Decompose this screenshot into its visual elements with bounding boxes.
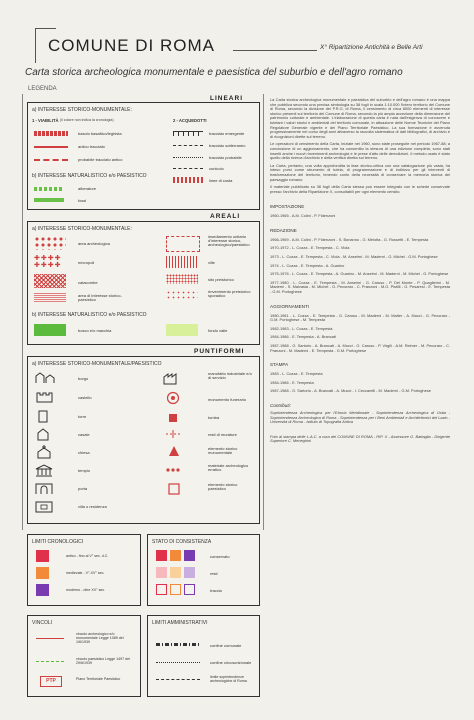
traccia-swatch-orange	[170, 584, 181, 595]
fossi-symbol	[34, 198, 64, 202]
casale-icon	[36, 427, 50, 441]
confine-circoscrizionale-symbol	[156, 662, 200, 663]
resti-swatch-orange	[170, 567, 181, 578]
alberature-symbol	[34, 187, 64, 191]
naturalistico-item: fossi	[78, 198, 87, 203]
ville-symbol	[166, 256, 198, 268]
villa-icon	[34, 499, 54, 513]
stato-consistenza-box	[147, 534, 260, 606]
puntiformi-item: manufatto industriale e/o di servizio	[208, 371, 252, 381]
description-paragraph-2: Le operazioni di censimento della Carta, iniziate nel 1960, sono state proseguite nel periodo 1967-88; a conclusione di un aggiornamento, che ha consentito la stesura di una edizione completa, sono stati inseriti anche i nuovi rinvenimenti archeologici e le prese d'atto delle demolizioni. Il metodo usato è stato quello della ricerca d'archivio e della verifica diretta sul terreno.	[270, 141, 450, 161]
acquedotti-item: tracciato probabile	[209, 155, 242, 160]
monumento-funerario-icon	[166, 391, 180, 405]
limiti-cronologici-title: LIMITI CRONOLOGICI	[32, 539, 84, 545]
redazione-entry: 1975-1976 - L. Cozza - E. Tempesta - A. Guarino - M. Anselmi - M. Maderni - M. Michel - G. Portoghese	[270, 271, 449, 277]
viabilita-item: antico tracciato	[78, 144, 105, 149]
acquedotti-item: linee di costa	[209, 178, 233, 183]
fondo-valle-symbol	[166, 324, 198, 336]
amministrativi-item: confine comunale	[210, 643, 242, 648]
puntiformi-item: resti di murature	[208, 432, 237, 437]
naturalistico-item: alberature	[78, 186, 97, 191]
elemento-storico-monumentale-icon	[168, 445, 180, 457]
antico-tracciato-symbol	[34, 146, 68, 148]
area-storico-paesistico-symbol	[34, 292, 66, 302]
limite-soprintendenze-symbol	[156, 679, 200, 680]
antico-swatch	[36, 550, 49, 562]
impostazione-heading: IMPOSTAZIONE	[270, 204, 305, 210]
puntiformi-item: chiesa	[78, 450, 90, 455]
puntiformi-item: castello	[78, 395, 92, 400]
puntiformi-item: borgo	[78, 376, 89, 381]
puntiformi-item: monumento funerario	[208, 397, 247, 402]
limiti-cronologici-box	[27, 534, 141, 606]
necropoli-symbol: ✚✚✚✚ ✚✚✚✚	[34, 255, 62, 269]
resti-swatch-red	[156, 567, 167, 578]
traccia-swatch-red	[156, 584, 167, 595]
vincolo-archeologico-symbol	[36, 638, 64, 639]
areali-item: area archeologica	[78, 241, 110, 246]
viabilita-item: probabile tracciato antico	[78, 157, 123, 162]
areali-item: catacombe	[78, 280, 98, 285]
lineari-box	[27, 102, 260, 210]
stato-consistenza-title: STATO DI CONSISTENZA	[152, 539, 212, 545]
header-rule	[233, 50, 317, 51]
puntiformi-title: PUNTIFORMI	[194, 348, 245, 355]
footer-note: Foto al stampa delle L.A.C. a cura del COMUNE DI ROMA - RIP. X - Assessore G. Battaglia - Dirigente Superiore C. Meneghini	[270, 433, 450, 444]
cronologia-item: medievale - V°-XV° sec.	[66, 571, 105, 575]
torre-icon	[36, 409, 50, 423]
puntiformi-item: materiale archeologico erratico	[208, 463, 249, 473]
tempio-icon	[34, 463, 54, 477]
amministrativi-item: confine circoscrizionale	[210, 660, 252, 665]
areali-item: ville	[208, 260, 215, 265]
consistenza-item: resti	[210, 571, 218, 576]
cronologia-item: moderno - oltre XV° sec.	[66, 588, 106, 592]
chiesa-icon	[36, 445, 52, 459]
consistenza-item: traccia	[210, 588, 222, 593]
aggiornamenti-entry: 1984-1986 - E. Tempesta - A. Brancati	[270, 334, 336, 340]
borgo-icon	[34, 371, 56, 385]
areali-item: fondo valle	[208, 328, 228, 333]
puntiformi-item: tempio	[78, 468, 91, 473]
redazione-entry: 1973 - L. Cozza - E. Tempesta - C. Viola - M. Anselmi - M. Maderni - G. Michel - G.M. Portoghese	[270, 254, 438, 260]
legend-label: LEGENDA	[28, 86, 57, 92]
ptp-badge: PTP	[40, 676, 62, 687]
puntiformi-item: porta	[78, 486, 88, 491]
elemento-storico-paesistico-icon	[168, 483, 180, 495]
tracciato-probabile-symbol	[173, 157, 203, 158]
areali-section-a: a) INTERESSE STORICO-MONUMENTALE:	[32, 226, 132, 232]
areali-section-b: b) INTERESSE NATURALISTICO e/o PAESISTICO	[32, 312, 147, 318]
resti-murature-icon	[164, 429, 182, 439]
puntiformi-item: elemento storico paesistico	[208, 482, 238, 492]
stampa-entry: 1987-1988 - G. Sartorio - A. Brancati - A. Mucci - I. Ceccarelli - M. Maderni - G.M. Portoghese	[270, 388, 431, 394]
vincoli-title: VINCOLI	[32, 620, 53, 626]
redazione-entry: 1966-1969 - A.M. Colini - P. Fidenzoni - S. Bonanno - G. Melotta - G. Rossetti - E. Tempesta	[270, 236, 429, 242]
stampa-entry: 1984-1986 - E. Tempesta	[270, 379, 314, 385]
catacombe-symbol	[34, 274, 66, 288]
linee-costa-symbol	[173, 177, 203, 183]
viabilita-note: (il colore non indica la cronologia)	[60, 118, 114, 122]
sito-preistorico-symbol	[166, 274, 198, 284]
vincoli-box	[27, 615, 141, 697]
medievale-swatch	[36, 567, 49, 579]
limiti-amministrativi-box	[147, 615, 260, 697]
probabile-tracciato-symbol	[34, 159, 68, 161]
vincoli-item: vincolo archeologico e/o monumentale Legge 1089 del 1/6/1939	[76, 632, 124, 645]
areali-item: rinvenimento preistorico sporadico	[208, 289, 251, 299]
traccia-swatch-purple	[184, 584, 195, 595]
stampa-heading: STAMPA	[270, 362, 289, 368]
area-archeologica-symbol	[34, 236, 66, 250]
map-title: Carta storica archeologica monumentale e paesistica del suburbio e dell'agro romano	[25, 67, 403, 78]
limiti-amministrativi-title: LIMITI AMMINISTRATIVI	[152, 620, 208, 626]
confine-comunale-symbol	[156, 643, 200, 646]
materiale-erratico-icon	[164, 465, 182, 475]
aggiornamenti-entry: 1982-1983 - L. Cozza - E. Tempesta	[270, 325, 333, 331]
viabilita-label: 1 - VIABILITÀ	[32, 118, 59, 123]
cunicolo-symbol	[173, 168, 203, 169]
castello-icon	[34, 389, 56, 403]
amministrativi-item: limite soprintendenze archeologiche di Roma	[210, 675, 247, 684]
puntiformi-item: elemento storico monumentale	[208, 446, 238, 456]
aggiornamenti-entry: 1987-1988 - G. Sartorio - A. Brancati - A. Mucci - G. Caruso - P. Virgili - A.M. Reimer - M. Pecoraro - C. Pranzoni - M. Maderni - E. Tempesta - G.M. Portoghese	[270, 343, 450, 353]
description-paragraph-4: Il materiale pubblicato su 38 fogli della Carta stessa può essere integrato con le schede conservate presso l'archivio della Ripartizione X, consultabili per ogni elemento censito.	[270, 184, 450, 194]
lineari-title: LINEARI	[210, 95, 243, 102]
viabilita-item: basolo basaltico/leghista	[78, 131, 122, 136]
acquedotti-item: tracciato sotterraneo	[209, 143, 246, 148]
puntiformi-item: torre	[78, 414, 87, 419]
puntiformi-box	[27, 356, 260, 524]
conservato-swatch-orange	[170, 550, 181, 561]
bosco-symbol	[34, 324, 66, 336]
areali-box	[27, 221, 260, 345]
impostazione-entry: 1960-1965 - A.M. Colini - P. Fidenzoni	[270, 213, 336, 219]
description-column	[270, 98, 450, 444]
puntiformi-item: villa o residenza	[78, 504, 107, 509]
porta-icon	[34, 481, 54, 495]
manufatto-industriale-icon	[162, 371, 184, 385]
areali-item: sito preistorico	[208, 277, 234, 282]
areali-item: necropoli	[78, 260, 95, 265]
conservato-swatch-red	[156, 550, 167, 561]
contributi-heading: Contributi:	[270, 402, 291, 408]
areali-item: bosco e/o macchia	[78, 328, 112, 333]
page-title: COMUNE DI ROMA	[48, 36, 215, 55]
redazione-entry: 1974 - L. Cozza - E. Tempesta - A. Guarino	[270, 262, 345, 268]
rinvenimento-symbol	[166, 290, 198, 300]
areali-item: insediamento unitario d'interesse storico-archeologico/paesistico	[208, 234, 250, 248]
puntiformi-item: tomba	[208, 415, 220, 420]
aggiornamenti-entry: 1980-1981 - L. Cozza - E. Tempesta - G. Caruso - M. Maderni - M. Matter - A. Mucci - G. Pecoraro - G.M. Portoghese - M. Tempesta	[270, 312, 450, 323]
moderno-swatch	[36, 584, 49, 596]
puntiformi-section-a: a) INTERESSE STORICO-MONUMENTALE/PAESISTICO	[32, 361, 162, 367]
tracciato-sotterraneo-symbol	[173, 145, 203, 146]
acquedotti-item: cunicolo	[209, 166, 224, 171]
conservato-swatch-purple	[184, 550, 195, 561]
acquedotti-label: 2 - ACQUEDOTTI	[173, 118, 207, 123]
stampa-entry: 1983 - L. Cozza - E. Tempesta	[270, 371, 323, 377]
contributi-text: Soprintendenza Archeologica per l'Etruria Meridionale - Soprintendenza Archeologica di Ostia - Soprintendenza Archeologica di Roma - Soprintendenza per i Beni Ambientali e Architettonici del Lazio - Università di Roma - Istituto di Topografia Antica	[270, 409, 450, 425]
redazione-heading: REDAZIONE	[270, 227, 297, 233]
tracciato-emergente-symbol	[173, 131, 203, 136]
consistenza-item: conservato	[210, 554, 230, 559]
puntiformi-item: casale	[78, 432, 90, 437]
aggiornamenti-heading: AGGIORNAMENTI	[270, 303, 310, 309]
areali-item: area di interesse storico-paesistico	[78, 293, 122, 303]
insediamento-symbol	[166, 236, 200, 252]
redazione-entry: 1977-1980 - L. Cozza - E. Tempesta - M. Anselmi - G. Caruso - P. Del Monte - P. Quaglierini - M. Maderni - S. Malvasia - M. Michel - G. Pecoraro - C. Pranzoni - M.G. Pistilli - G. Pesaresi - E. Tempesta - G.M. Portoghese	[270, 279, 450, 295]
lineari-section-a: a) INTERESSE STORICO-MONUMENTALE:	[32, 107, 132, 113]
header-subtitle: X° Ripartizione Antichità e Belle Arti	[320, 44, 423, 51]
vincolo-paesistico-symbol	[36, 661, 64, 662]
basolo-symbol	[34, 131, 68, 136]
redazione-entry: 1970-1972 - L. Cozza - E. Tempesta - C. Viola	[270, 245, 350, 251]
cronologia-item: antico - fino al V° sec. d.C.	[66, 554, 109, 558]
vincoli-item: vincolo paesistico Legge 1497 del 29/6/1939	[76, 657, 130, 666]
acquedotti-item: tracciato emergente	[209, 131, 245, 136]
areali-title: AREALI	[210, 213, 241, 220]
description-paragraph-3: La Carta, pertanto, una volta approfondita la fase storico-critica con una catalogazione più vasta, ha inteso porsi come strumento di tutela, di programmazione e di indirizzo per gli interventi di trasformazione del territorio, tenendo conto della necessità di conservare la memoria storica del paesaggio romano.	[270, 162, 450, 182]
vincoli-item: Piano Territoriale Paesistico	[76, 677, 121, 681]
resti-swatch-purple	[184, 567, 195, 578]
intro-paragraph: La Carta storica archeologica monumentale e paesistica del suburbio e dell'agro romano è una mappa che pubblica secondo una precisa simbologia su 38 fogli in scala 1:10.000 l'intero territorio del Comune di Roma, secondo la divisione del P.R.G. di Roma, il censimento di circa 8000 elementi di interesse storico presenti sul territorio del Comune di Roma, secondo la più ampia accezione della dimensione del patrimonio culturale e ambientale. L'elaborazione di questa carta è nata dall'esigenza di conoscere e tutelare i valori storici e ambientali del territorio comunale, in attuazione delle Norme Tecniche del Piano Regolatore Generale vigente e del Piano Territoriale Paesistico. La sua formazione è avvenuta progressivamente nel corso degli anni attraverso la raccolta sistematica di dati bibliografici, di archivio e di ricognizioni dirette sul terreno.	[270, 97, 450, 139]
lineari-section-b: b) INTERESSE NATURALISTICO e/o PAESISTICO	[32, 173, 147, 179]
tomba-icon	[168, 413, 178, 423]
